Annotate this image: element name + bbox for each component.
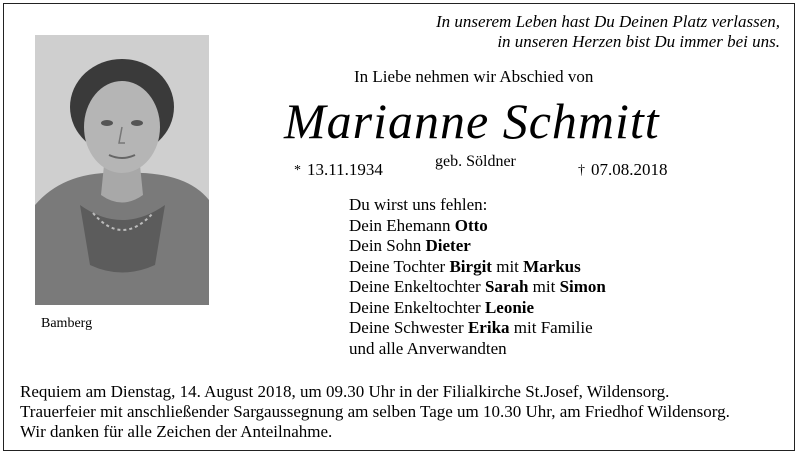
mourner-name: Sarah	[484, 277, 529, 296]
mourner-line	[349, 318, 606, 339]
relation-text: Dein Sohn	[349, 236, 426, 255]
death-date-value: 07.08.2018	[591, 160, 668, 179]
cross-icon: †	[578, 163, 585, 178]
mourner-name: Otto	[454, 215, 488, 235]
requiem-line: Requiem am Dienstag, 14. August 2018, um 09.30 Uhr in der Filialkirche St.Josef, Wildensorg.	[20, 382, 670, 401]
motto-line-1: In unserem Leben hast Du Deinen Platz verlassen,	[435, 12, 780, 31]
service-details	[20, 382, 730, 442]
mourner-name: Birgit	[449, 256, 492, 276]
death-date	[578, 160, 668, 180]
relation-text: Deine Schwester	[349, 318, 468, 337]
mourner-line	[349, 298, 606, 319]
connector-text: mit	[491, 256, 524, 276]
mourner-name: Erika	[467, 318, 510, 337]
mourner-line	[349, 277, 606, 298]
deceased-name: Marianne Schmitt	[284, 93, 660, 149]
mourners-heading: Du wirst uns fehlen:	[349, 195, 488, 214]
connector-text: mit Familie	[509, 318, 593, 337]
photo-caption: Bamberg	[41, 316, 93, 331]
funeral-line: Trauerfeier mit anschließender Sargaussegnung am selben Tage um 10.30 Uhr, am Friedhof Wildensorg.	[20, 402, 730, 421]
thanks-line: Wir danken für alle Zeichen der Anteilnahme.	[20, 422, 333, 441]
motto-line-2: in unseren Herzen bist Du immer bei uns.	[497, 32, 780, 51]
relation-text: Deine Tochter	[349, 256, 450, 276]
mourners-closing: und alle Anverwandten	[349, 338, 507, 358]
portrait-photo	[35, 35, 209, 305]
mourner-name: Markus	[523, 256, 581, 276]
mourner-line	[349, 236, 606, 257]
motto	[360, 12, 780, 52]
mourner-name: Dieter	[425, 236, 471, 255]
birth-date-value: 13.11.1934	[307, 160, 383, 179]
relation-text: Deine Enkeltochter	[349, 297, 485, 317]
intro-text: In Liebe nehmen wir Abschied von	[354, 67, 594, 86]
mourner-line	[349, 216, 606, 237]
connector-text: mit	[528, 277, 560, 296]
mourner-line	[349, 257, 606, 278]
mourner-name: Leonie	[484, 297, 535, 317]
mourners-list	[349, 195, 606, 359]
relation-text: Deine Enkeltochter	[349, 277, 485, 296]
birth-date	[294, 160, 383, 180]
star-icon: *	[294, 163, 301, 178]
mourner-name: Simon	[559, 277, 606, 296]
relation-text: Dein Ehemann	[349, 215, 455, 235]
maiden-name: geb. Söldner	[435, 153, 516, 170]
